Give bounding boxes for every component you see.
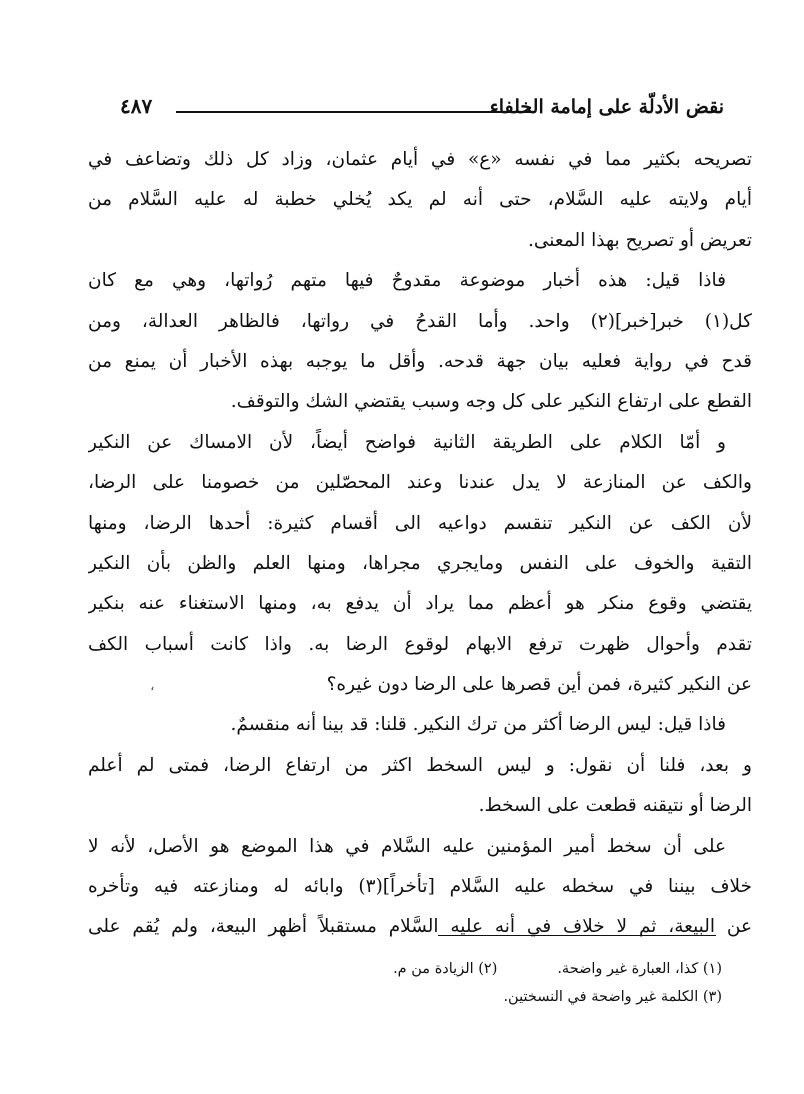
text-line: و بعد، فلنا أن نقول: و ليس السخط اكثر من ارتفاع الرضا، فمتى لم أعلم <box>88 754 752 776</box>
margin-mark: ، <box>150 678 155 694</box>
footnotes <box>88 955 722 1011</box>
text-line: التقية والخوف على النفس ومايجري مجراها، ومنها العلم والظن بأن النكير <box>88 552 752 574</box>
body-text <box>88 140 752 948</box>
text-line: لأن الكف عن النكير تنقسم دواعيه الى أقسام كثيرة: أحدها الرضا، ومنها <box>88 512 752 534</box>
text-line: عن البيعة، ثم لا خلاف في أنه عليه السَّلام مستقبلاً أظهر البيعة، ولم يُقم على <box>88 916 752 938</box>
footnote-3: (٣) الكلمة غير واضحة في النسختين. <box>503 989 722 1005</box>
text-line: تقدم وأحوال ظهرت ترفع الابهام لوقوع الرضا به. واذا كانت أسباب الكف <box>88 633 752 655</box>
footnote-row <box>88 983 722 1011</box>
footnote-1: (١) كذا، العبارة غير واضحة. <box>557 961 722 977</box>
header-title: نقض الأدلّة على إمامة الخلفاء <box>489 96 724 118</box>
text-line: قدح في رواية فعليه بيان جهة قدحه. وأقل ما يوجبه بهذه الأخبار أن يمنع من <box>88 350 752 372</box>
text-line: الرضا أو نتيقنه قطعت على السخط. <box>478 795 752 817</box>
text-line: تصريحه بكثير مما في نفسه «ع» في أيام عثمان، وزاد كل ذلك وتضاعف في <box>88 149 752 170</box>
text-line: عن النكير كثيرة، فمن أين قصرها على الرضا دون غيره؟ <box>326 674 752 696</box>
text-line: القطع على ارتفاع النكير على كل وجه وسبب يقتضي الشك والتوقف. <box>230 391 752 413</box>
footnote-row <box>88 955 722 983</box>
text-line: على أن سخط أمير المؤمنين عليه السَّلام في هذا الموضع هو الأصل، لأنه لا <box>88 835 726 857</box>
text-line: تعريض أو تصريح بهذا المعنى. <box>528 229 752 251</box>
page-number: ٤٨٧ <box>120 94 153 118</box>
text-line: فاذا قيل: ليس الرضا أكثر من ترك النكير. قلنا: قد بينا أنه منقسمٌ. <box>230 714 726 736</box>
running-header <box>120 92 724 126</box>
text-line: يقتضي وقوع منكر هو أعظم مما يراد أن يدفع به، ومنها الاستغناء عنه بنكير <box>88 593 752 615</box>
text-line: أيام ولايته عليه السَّلام، حتى أنه لم يكد يُخلي خطبة له عليه السَّلام من <box>88 189 752 211</box>
text-line: خلاف بيننا في سخطه عليه السَّلام [تأخراً](٣) وابائه له ومنازعته فيه وتأخره <box>88 876 752 898</box>
text-line: والكف عن المنازعة لا يدل عندنا وعند المحصّلين من خصومنا على الرضا، <box>88 472 752 494</box>
footnote-rule <box>438 935 716 936</box>
text-line: فاذا قيل: هذه أخبار موضوعة مقدوحٌ فيها متهم رُواتها، وهي مع كان <box>88 270 726 292</box>
header-rule <box>176 111 531 113</box>
text-line: و أمّا الكلام على الطريقة الثانية فواضح أيضاً، لأن الامساك عن النكير <box>88 431 726 453</box>
text-line: كل(١) خبر[خبر](٢) واحد. وأما القدحُ في رواتها، فالظاهر العدالة، ومن <box>88 310 752 332</box>
footnote-2: (٢) الزيادة من م. <box>393 961 498 977</box>
